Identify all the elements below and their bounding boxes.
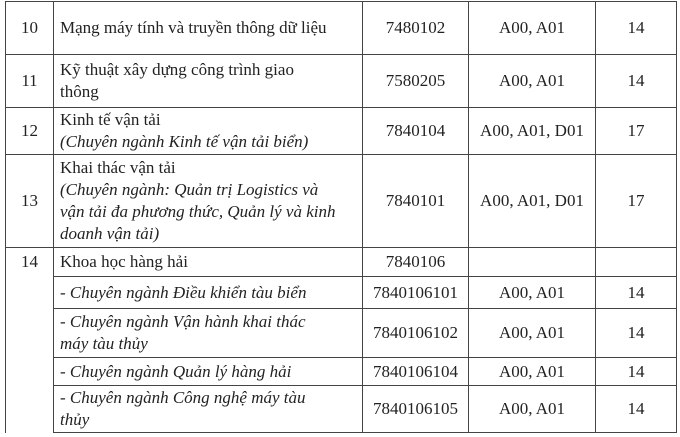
major-name: - Chuyên ngành Vận hành khai thác máy tàu thủy (54, 309, 363, 358)
major-code: 7840106104 (363, 358, 469, 386)
program-code: 7840104 (363, 108, 469, 155)
row-number: 13 (6, 155, 54, 248)
program-code: 7580205 (363, 55, 469, 108)
major-code: 7840106105 (363, 386, 469, 433)
program-specialization: (Chuyên ngành: Quản trị Logistics và vận tải đa phương thức, Quản lý và kinh doanh vận tải) (60, 180, 336, 243)
table-row (6, 248, 677, 277)
major-code: 7840106101 (363, 277, 469, 309)
min-score: 14 (596, 358, 677, 386)
program-name: Kỹ thuật xây dựng công trình giao thông (54, 55, 363, 108)
min-score: 17 (596, 155, 677, 248)
min-score: 14 (596, 309, 677, 358)
subject-combination: A00, A01 (469, 309, 596, 358)
min-score: 14 (596, 2, 677, 55)
program-name: Khai thác vận tải (60, 158, 176, 177)
program-code: 7840101 (363, 155, 469, 248)
table-row (6, 55, 677, 108)
subject-combination: A00, A01, D01 (469, 155, 596, 248)
subject-combination: A00, A01, D01 (469, 108, 596, 155)
program-name: Mạng máy tính và truyền thông dữ liệu (54, 2, 363, 55)
program-name: Khoa học hàng hải (54, 248, 363, 277)
major-name: - Chuyên ngành Công nghệ máy tàu thủy (54, 386, 363, 433)
admission-table (5, 1, 677, 433)
min-score: 17 (596, 108, 677, 155)
program-name: Kinh tế vận tải (60, 110, 161, 129)
table-row (6, 155, 677, 248)
row-number: 12 (6, 108, 54, 155)
table-row (6, 386, 677, 433)
table-row (6, 277, 677, 309)
major-name: - Chuyên ngành Điều khiển tàu biển (54, 277, 363, 309)
table-row (6, 2, 677, 55)
program-cell (54, 155, 363, 248)
empty-cell (596, 248, 677, 277)
major-name: - Chuyên ngành Quản lý hàng hải (54, 358, 363, 386)
min-score: 14 (596, 277, 677, 309)
row-number: 10 (6, 2, 54, 55)
min-score: 14 (596, 55, 677, 108)
empty-cell (469, 248, 596, 277)
row-number: 14 (6, 248, 54, 433)
subject-combination: A00, A01 (469, 386, 596, 433)
table-row (6, 358, 677, 386)
min-score: 14 (596, 386, 677, 433)
table-row (6, 108, 677, 155)
program-code: 7840106 (363, 248, 469, 277)
subject-combination: A00, A01 (469, 2, 596, 55)
subject-combination: A00, A01 (469, 358, 596, 386)
subject-combination: A00, A01 (469, 277, 596, 309)
row-number: 11 (6, 55, 54, 108)
program-cell (54, 108, 363, 155)
table-row (6, 309, 677, 358)
program-specialization: (Chuyên ngành Kinh tế vận tải biển) (60, 132, 309, 151)
major-code: 7840106102 (363, 309, 469, 358)
subject-combination: A00, A01 (469, 55, 596, 108)
program-code: 7480102 (363, 2, 469, 55)
